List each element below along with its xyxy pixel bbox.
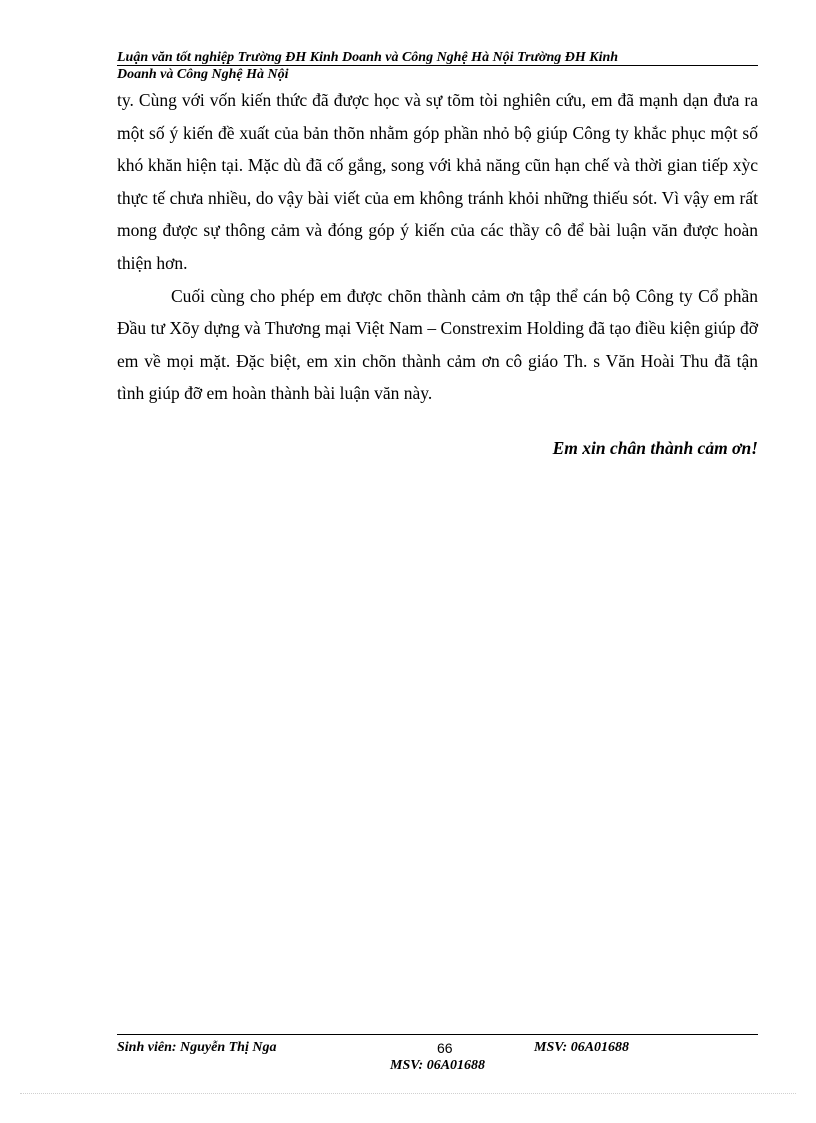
header-line-2: Doanh và Công Nghệ Hà Nội — [117, 67, 289, 82]
footer-page-number: 66 — [437, 1040, 453, 1056]
paragraph-2: Cuối cùng cho phép em được chõn thành cảm ơn tập thể cán bộ Công ty Cổ phần Đầu tư Xõy dựng và Thương mại Việt Nam – Constrexim Holding đã tạo điều kiện giúp đỡ em về mọi mặt. Đặc biệt, em xin chõn thành cảm ơn cô giáo Th. s Văn Hoài Thu đã tận tình giúp đỡ em hoàn thành bài luận văn này. — [117, 285, 758, 404]
footer-student-name: Sinh viên: Nguyễn Thị Nga — [117, 1040, 277, 1055]
page-edge-divider — [20, 1093, 796, 1094]
page-header — [117, 49, 758, 83]
header-rule — [117, 65, 758, 66]
footer-student-id: MSV: 06A01688 — [534, 1040, 630, 1055]
footer-rule — [117, 1034, 758, 1035]
closing-thanks: Em xin chân thành cảm ơn! — [552, 438, 758, 458]
header-line-1: Luận văn tốt nghiệp Trường ĐH Kinh Doanh và Công Nghệ Hà Nội Trường ĐH Kinh — [117, 50, 619, 65]
body-text — [117, 84, 758, 410]
footer-student-id-repeat: MSV: 06A01688 — [390, 1058, 486, 1073]
paragraph-1: ty. Cùng với vốn kiến thức đã được học và sự tõm tòi nghiên cứu, em đã mạnh dạn đưa ra một số ý kiến đề xuất của bản thõn nhằm góp phần nhỏ bộ giúp Công ty khắc phục một số khó khăn hiện tại. Mặc dù đã cố gắng, song với khả năng cũn hạn chế và thời gian tiếp xỳc thực tế chưa nhiều, do vậy bài viết của em không tránh khỏi những thiếu sót. Vì vậy em rất mong được sự thông cảm và đóng góp ý kiến của các thầy cô để bài luận văn được hoàn thiện hơn. — [117, 90, 758, 273]
